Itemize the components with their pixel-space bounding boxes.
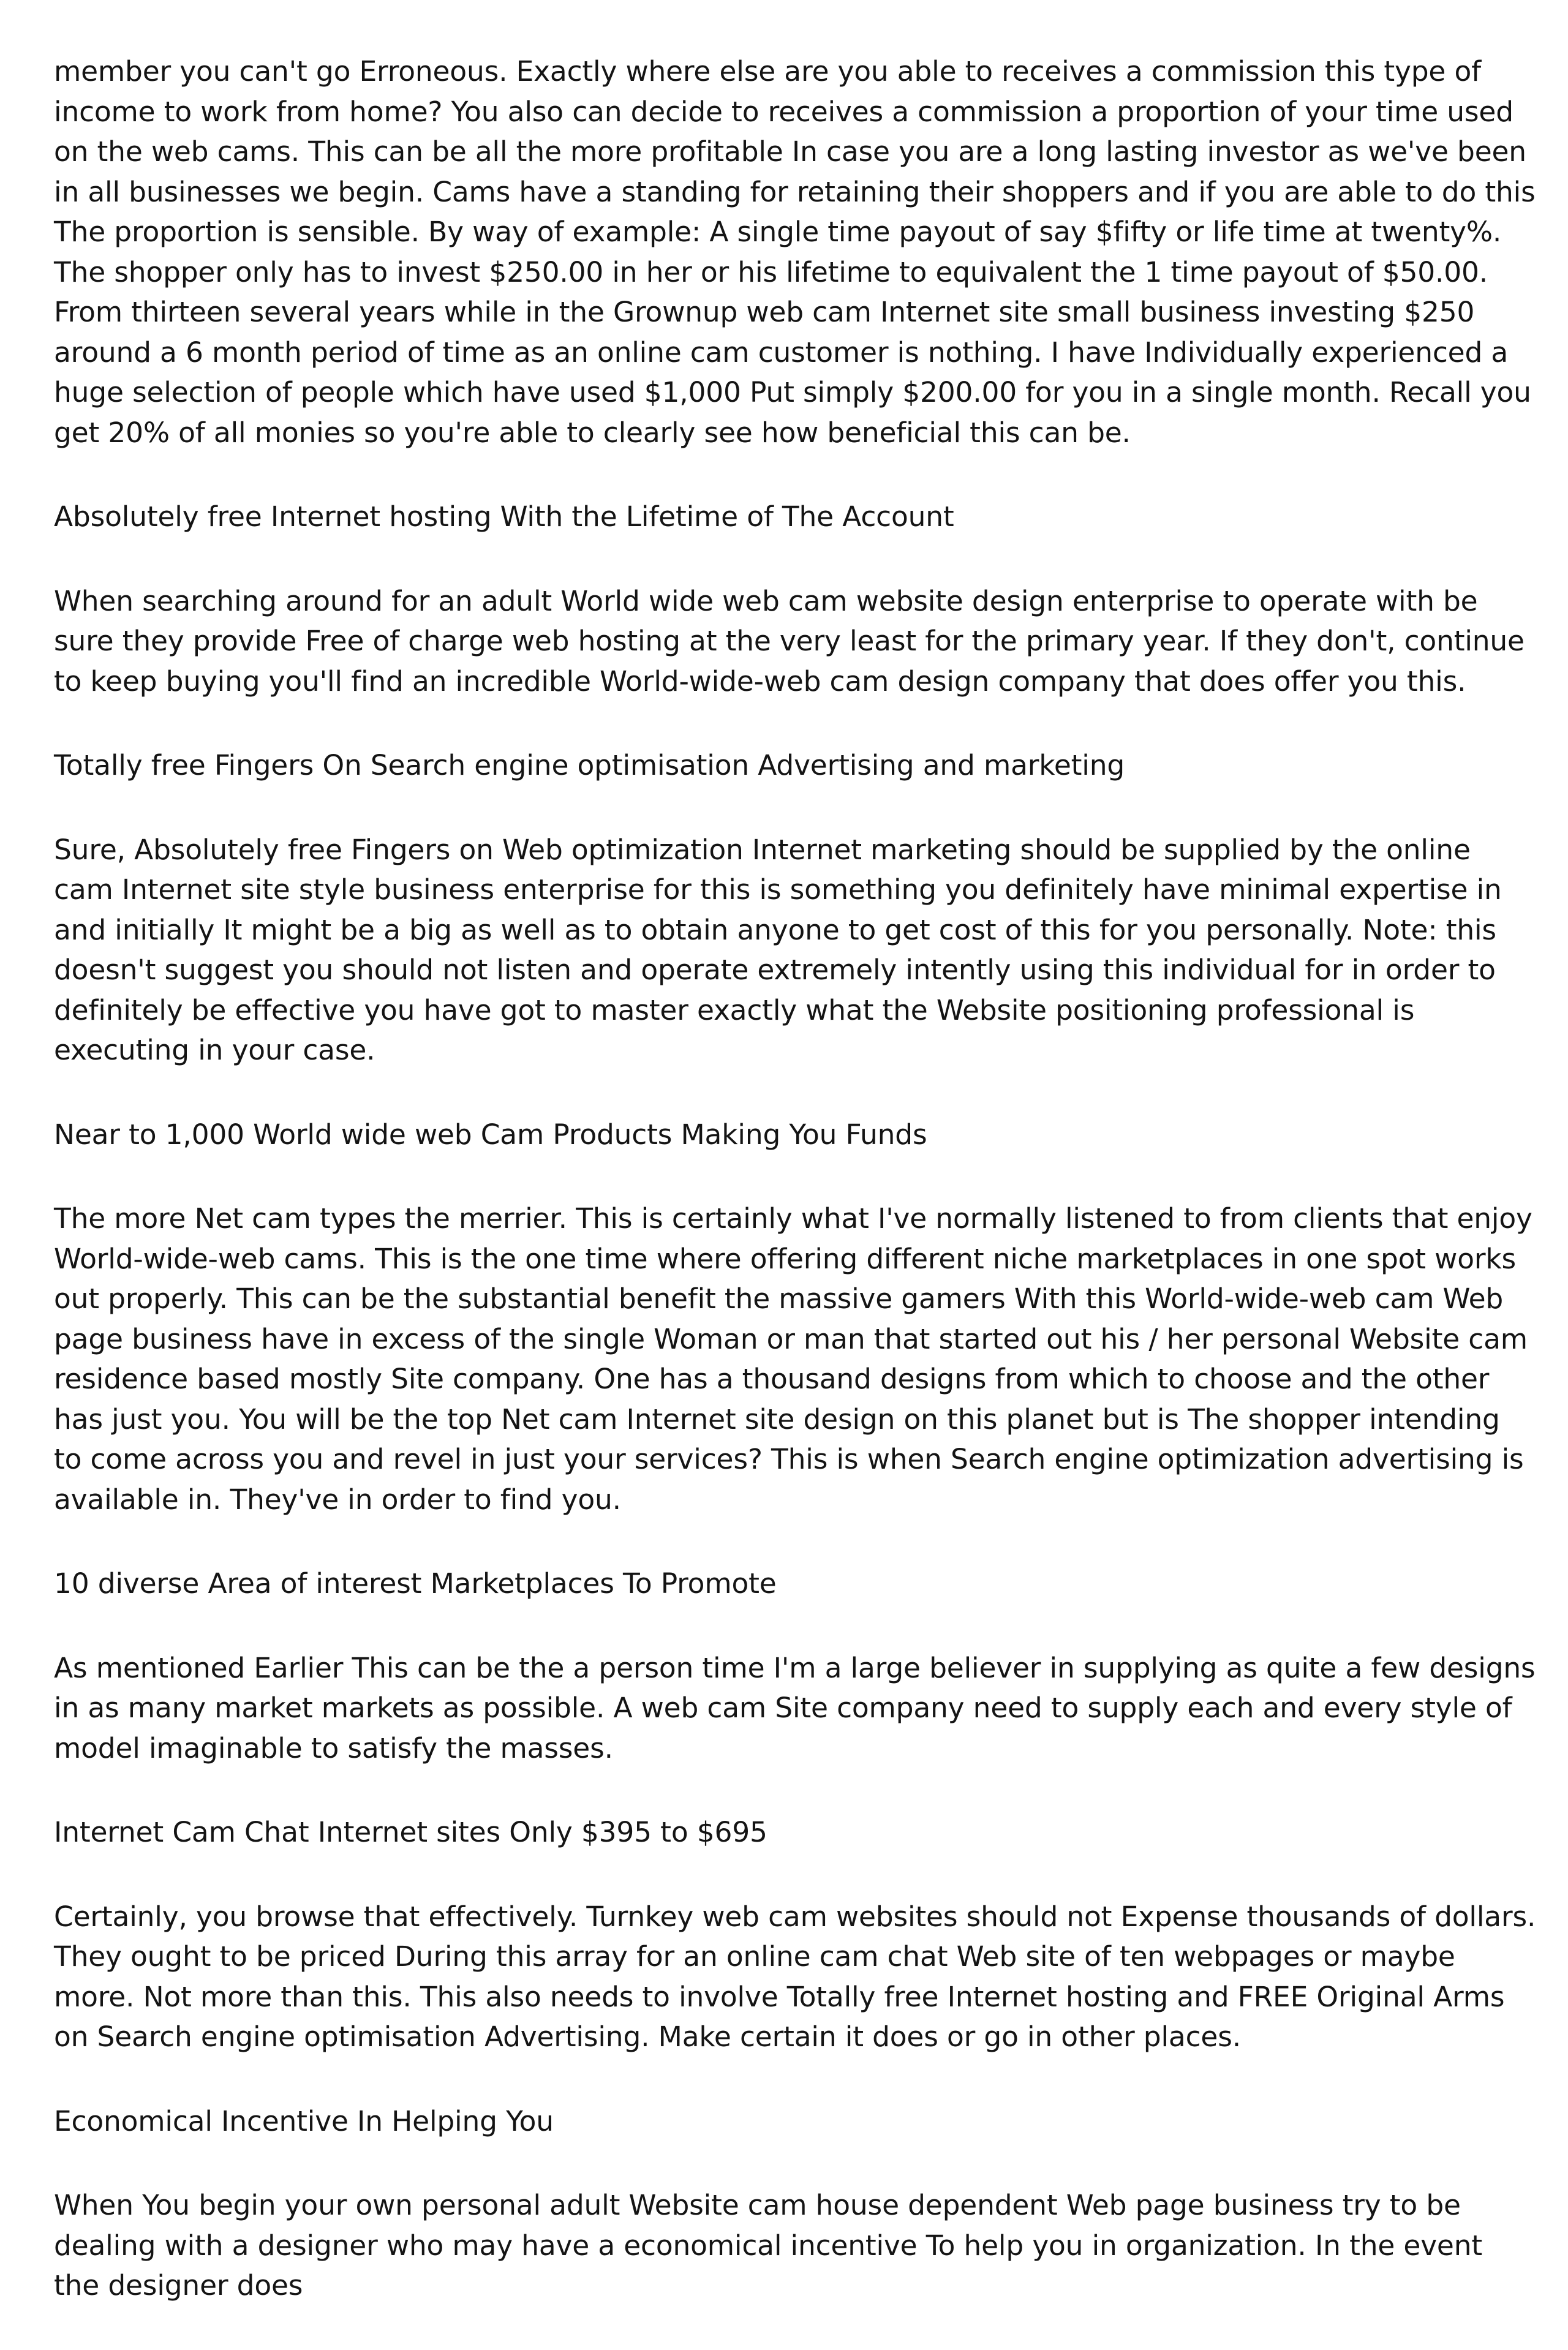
paragraph: When You begin your own personal adult Website cam house dependent Web page business try to be dealing with a designer who may have a economical incentive To help you in organization. In the event the designer does xyxy=(54,2189,1483,2302)
document-body xyxy=(54,51,1536,2350)
section-heading: Internet Cam Chat Internet sites Only $395 to $695 xyxy=(54,1816,767,1848)
paragraph: The more Net cam types the merrier. This is certainly what I've normally listened to from clients that enjoy World-wide-web cams. This is the one time where offering different niche marketplaces in one spot works out properly. This can be the substantial benefit the massive gamers With this World-wide-web cam Web page business have in excess of the single Woman or man that started out his / her personal Website cam residence based mostly Site company. One has a thousand designs from which to choose and the other has just you. You will be the top Net cam Internet site design on this planet but is The shopper intending to come across you and revel in just your services? This is when Search engine optimization advertising is available in. They've in order to find you. xyxy=(54,1202,1532,1516)
paragraph: When searching around for an adult World wide web cam website design enterprise to operate with be sure they provide Free of charge web hosting at the very least for the primary year. If they don't, continue to keep buying you'll find an incredible World-wide-web cam design company that does offer you this. xyxy=(54,584,1525,698)
section-heading: Absolutely free Internet hosting With the Lifetime of The Account xyxy=(54,500,954,533)
section-heading: Near to 1,000 World wide web Cam Products Making You Funds xyxy=(54,1118,927,1151)
section-heading: Economical Incentive In Helping You xyxy=(54,2104,554,2137)
section-heading: Totally free Fingers On Search engine optimisation Advertising and marketing xyxy=(54,749,1125,781)
section-heading: 10 diverse Area of interest Marketplaces To Promote xyxy=(54,1567,777,1600)
paragraph: As mentioned Earlier This can be the a person time I'm a large believer in supplying as quite a few designs in as many market markets as possible. A web cam Site company need to supply each and every style of model imaginable to satisfy the masses. xyxy=(54,1651,1536,1764)
paragraph: member you can't go Erroneous. Exactly where else are you able to receives a commission this type of income to work from home? You also can decide to receives a commission a proportion of your time used on the web cams. This can be all the more profitable In case you are a long lasting investor as we've been in all businesses we begin. Cams have a standing for retaining their shoppers and if you are able to do this The proportion is sensible. By way of example: A single time payout of say $fifty or life time at twenty%. The shopper only has to invest $250.00 in her or his lifetime to equivalent the 1 time payout of $50.00. From thirteen several years while in the Grownup web cam Internet site small business investing $250 around a 6 month period of time as an online cam customer is nothing. I have Individually experienced a huge selection of people which have used $1,000 Put simply $200.00 for you in a single month. Recall you get 20% of all monies so you're able to clearly see how beneficial this can be. xyxy=(54,55,1536,449)
paragraph: Sure, Absolutely free Fingers on Web optimization Internet marketing should be supplied by the online cam Internet site style business enterprise for this is something you definitely have minimal expertise in and initially It might be a big as well as to obtain anyone to get cost of this for you personally. Note: this doesn't suggest you should not listen and operate extremely intently using this individual for in order to definitely be effective you have got to master exactly what the Website positioning professional is executing in your case. xyxy=(54,833,1502,1066)
paragraph: Certainly, you browse that effectively. Turnkey web cam websites should not Expense thousands of dollars. They ought to be priced During this array for an online cam chat Web site of ten webpages or maybe more. Not more than this. This also needs to involve Totally free Internet hosting and FREE Original Arms on Search engine optimisation Advertising. Make certain it does or go in other places. xyxy=(54,1900,1536,2053)
